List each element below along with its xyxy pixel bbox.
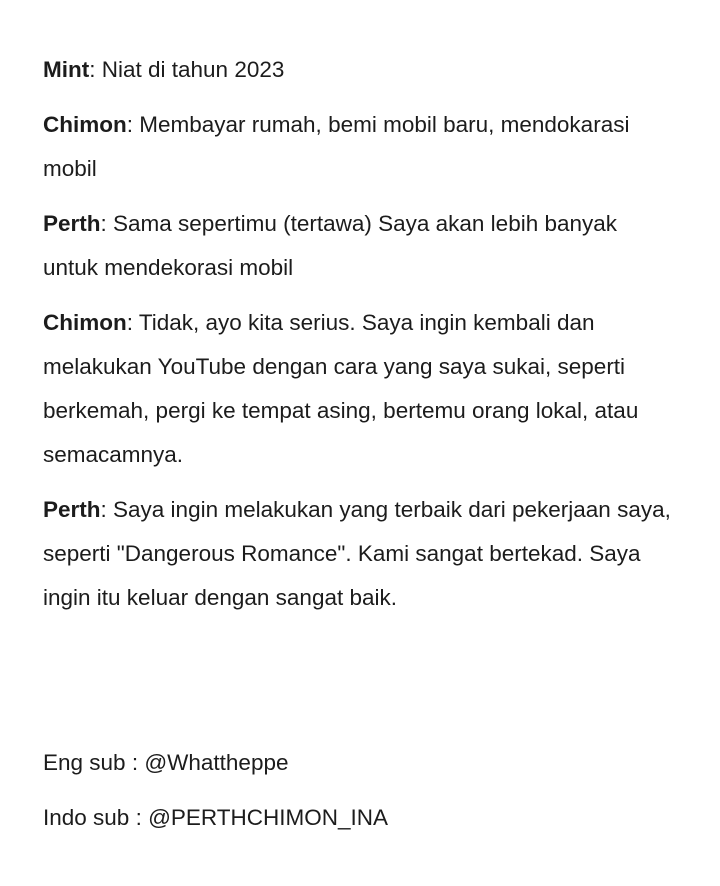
document-body (43, 48, 673, 851)
credit-eng-sub: Eng sub : @Whattheppe (43, 750, 289, 775)
speaker-name: Perth (43, 211, 101, 236)
speaker-name: Mint (43, 57, 90, 82)
speaker-name: Chimon (43, 112, 127, 137)
dialogue-text: : Membayar rumah, bemi mobil baru, mendokarasi mobil (43, 112, 630, 181)
speaker-name: Perth (43, 497, 101, 522)
dialogue-text: : Saya ingin melakukan yang terbaik dari pekerjaan saya, seperti "Dangerous Romance". Kami sangat bertekad. Saya ingin itu keluar dengan sangat baik. (43, 497, 671, 610)
dialogue-line-perth (43, 202, 673, 290)
dialogue-line-perth (43, 488, 673, 620)
dialogue-text: : Tidak, ayo kita serius. Saya ingin kembali dan melakukan YouTube dengan cara yang saya sukai, seperti berkemah, pergi ke tempat asing, bertemu orang lokal, atau semacamnya. (43, 310, 639, 467)
blank-space (43, 631, 673, 741)
dialogue-text: : Niat di tahun 2023 (89, 57, 285, 82)
dialogue-line-mint (43, 48, 673, 92)
speaker-name: Chimon (43, 310, 127, 335)
credit-indo-sub: Indo sub : @PERTHCHIMON_INA (43, 805, 389, 830)
dialogue-text: : Sama sepertimu (tertawa) Saya akan lebih banyak untuk mendekorasi mobil (43, 211, 618, 280)
dialogue-line-chimon (43, 301, 673, 477)
dialogue-line-chimon (43, 103, 673, 191)
